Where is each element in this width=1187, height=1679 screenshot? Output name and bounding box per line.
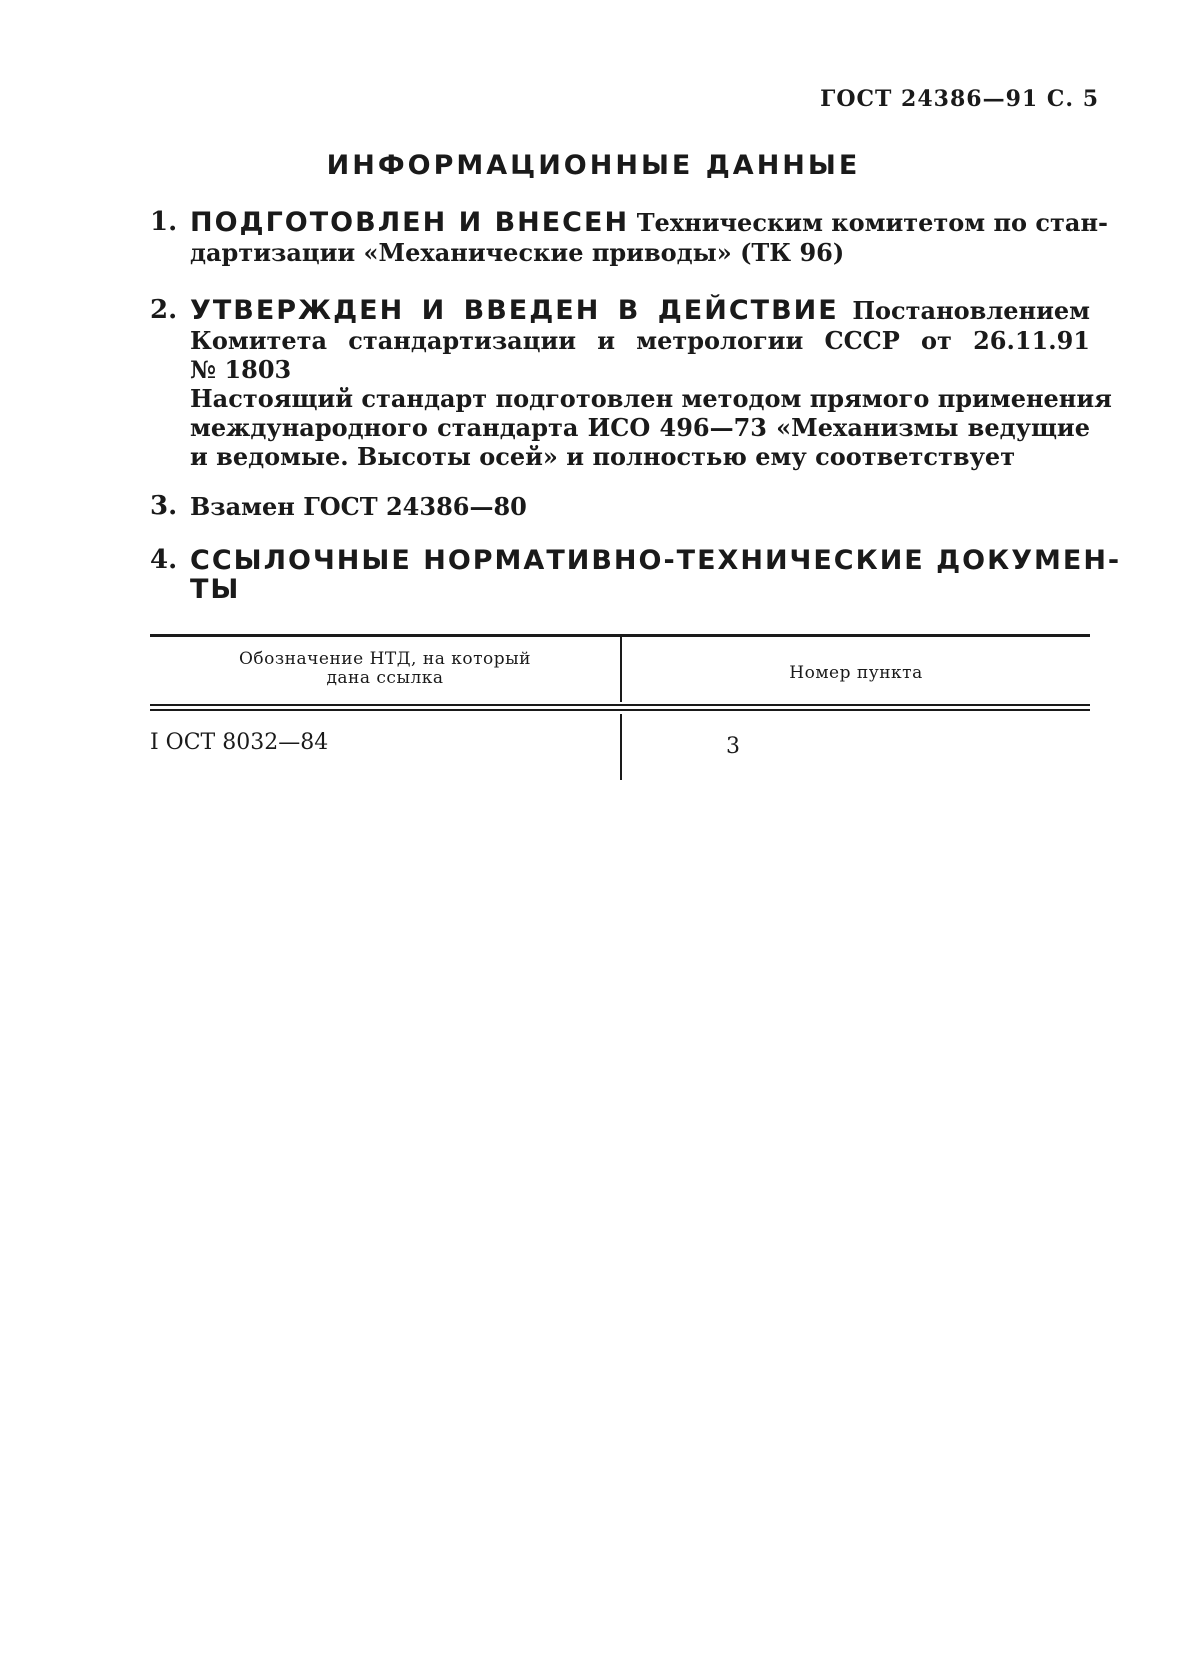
- table-cell-clause: 3: [726, 734, 740, 759]
- table-header-col2: Номер пункта: [789, 663, 923, 683]
- item-line: [190, 207, 1108, 238]
- item-number: 1.: [150, 207, 178, 237]
- item-text: Взамен ГОСТ 24386—80: [190, 492, 527, 521]
- item-text: Техническим комитетом по стан-: [636, 208, 1108, 237]
- page-title: ИНФОРМАЦИОННЫЕ ДАННЫЕ: [326, 150, 861, 181]
- table-header-text: дана ссылка: [326, 668, 444, 688]
- table-header-rule-double: [150, 709, 1090, 711]
- item-number: 3.: [150, 491, 178, 521]
- item-note: и ведомые. Высоты осей» и полностью ему соответствует: [190, 442, 1016, 471]
- item-heading: ССЫЛОЧНЫЕ НОРМАТИВНО-ТЕХНИЧЕСКИЕ ДОКУМЕН-: [190, 545, 1122, 576]
- page-header: ГОСТ 24386—91 С. 5: [820, 86, 1099, 112]
- item-text: № 1803: [190, 355, 292, 384]
- item-number: 2.: [150, 295, 178, 325]
- item-heading: ПОДГОТОВЛЕН И ВНЕСЕН: [190, 207, 630, 238]
- item-body: [190, 492, 1090, 521]
- item-text: дартизации «Механические приводы» (ТК 96): [190, 238, 845, 267]
- table-header-col1: [150, 650, 620, 688]
- item-note: Настоящий стандарт подготовлен методом прямого применения: [190, 384, 1112, 413]
- item-heading: ТЫ: [190, 574, 241, 605]
- table-header-text: Обозначение НТД, на который: [239, 649, 531, 669]
- reference-table: [150, 634, 1090, 784]
- item-heading: УТВЕРЖДЕН И ВВЕДЕН В ДЕЙСТВИЕ: [190, 295, 839, 326]
- item-body: [190, 295, 1112, 471]
- item-body: [190, 545, 1122, 605]
- item-body: [190, 207, 1108, 267]
- table-header-rule: [150, 704, 1090, 706]
- item-text: Комитета стандартизации и метрологии СССР от 26.11.91: [190, 326, 1090, 355]
- item-text: Постановлением: [852, 296, 1090, 325]
- item-line: [190, 296, 1090, 326]
- item-number: 4.: [150, 545, 178, 575]
- item-note: международного стандарта ИСО 496—73 «Механизмы ведущие: [190, 413, 1090, 442]
- table-cell-ref: I ОСТ 8032—84: [150, 730, 329, 755]
- table-body-divider: [620, 714, 622, 780]
